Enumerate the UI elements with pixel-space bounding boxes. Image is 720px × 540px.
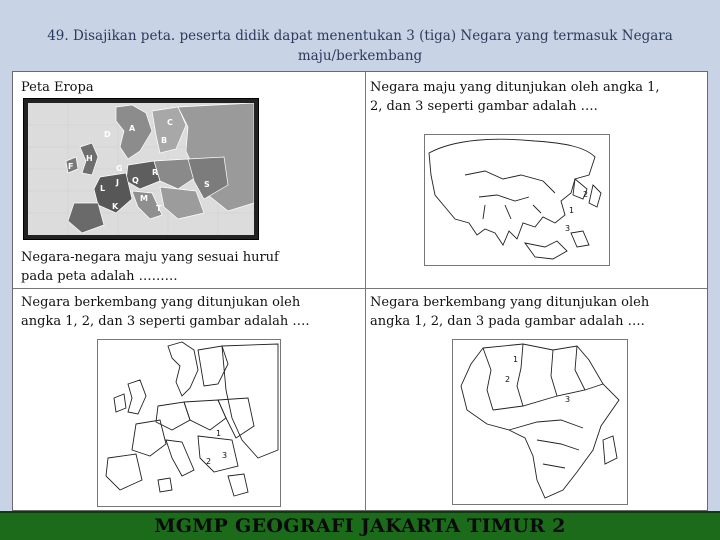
footer-banner bbox=[0, 511, 720, 540]
europe-letter-g: G bbox=[116, 164, 123, 173]
africa-outline-map bbox=[452, 339, 628, 505]
africa-question-text bbox=[370, 293, 649, 331]
africa-question-line-2: angka 1, 2, dan 3 pada gambar adalah …. bbox=[370, 314, 645, 329]
europe-letter-f: F bbox=[68, 162, 74, 171]
europe-letter-k: K bbox=[112, 202, 119, 211]
cell-title-peta-eropa: Peta Eropa bbox=[21, 80, 94, 95]
europe-map-graphic bbox=[28, 103, 254, 235]
africa-outline-graphic bbox=[453, 340, 627, 504]
cell-africa-map bbox=[366, 289, 708, 511]
europe-letter-h: H bbox=[86, 154, 93, 163]
asia-number-2: 2 bbox=[583, 190, 589, 199]
europe-letter-t: T bbox=[156, 204, 162, 213]
europe-letter-l: L bbox=[100, 184, 106, 193]
asia-question-line-2: 2, dan 3 seperti gambar adalah …. bbox=[370, 99, 598, 114]
question-table bbox=[12, 71, 708, 511]
africa-number-2: 2 bbox=[505, 375, 511, 384]
europe-question-line-2: pada peta adalah ……… bbox=[21, 269, 178, 284]
europe-letter-a: A bbox=[129, 124, 136, 133]
europe-map-image bbox=[23, 98, 259, 240]
asia-map-graphic bbox=[425, 135, 609, 265]
europe-letter-b: B bbox=[161, 136, 168, 145]
asia-outline-map bbox=[424, 134, 610, 266]
question-line-1: 49. Disajikan peta. peserta didik dapat menentukan 3 (tiga) Negara yang termasuk Negara bbox=[47, 28, 673, 44]
europe-outline-graphic bbox=[98, 340, 280, 506]
asia-number-3: 3 bbox=[565, 224, 571, 233]
footer-text: MGMP GEOGRAFI JAKARTA TIMUR 2 bbox=[154, 515, 566, 537]
europe-letter-q: Q bbox=[132, 176, 139, 185]
europe-letter-d: D bbox=[104, 130, 111, 139]
asia-question-text bbox=[370, 78, 660, 116]
question-line-2: maju/berkembang bbox=[297, 48, 423, 64]
europe-outline-number-1: 1 bbox=[216, 429, 222, 438]
europe-letter-j: J bbox=[116, 178, 119, 187]
europe-question-line-1: Negara-negara maju yang sesuai huruf bbox=[21, 250, 279, 265]
cell-europe-question bbox=[21, 248, 279, 286]
africa-number-3: 3 bbox=[565, 395, 571, 404]
europe-letter-s: S bbox=[204, 180, 210, 189]
cell-europe-photo bbox=[13, 72, 365, 288]
europe-outline-question-text bbox=[21, 293, 310, 331]
europe-letter-r: R bbox=[152, 168, 159, 177]
europe-letter-m: M bbox=[140, 194, 148, 203]
africa-number-1: 1 bbox=[513, 355, 519, 364]
europe-outline-map bbox=[97, 339, 281, 507]
question-title bbox=[14, 26, 706, 70]
asia-question-line-1: Negara maju yang ditunjukan oleh angka 1, bbox=[370, 80, 660, 95]
europe-outline-number-2: 2 bbox=[206, 457, 212, 466]
asia-number-1: 1 bbox=[569, 206, 575, 215]
europe-outline-question-line-2: angka 1, 2, dan 3 seperti gambar adalah …. bbox=[21, 314, 310, 329]
cell-europe-outline bbox=[13, 289, 365, 511]
cell-asia-map bbox=[366, 72, 708, 288]
europe-outline-question-line-1: Negara berkembang yang ditunjukan oleh bbox=[21, 295, 301, 310]
europe-outline-number-3: 3 bbox=[222, 451, 228, 460]
africa-question-line-1: Negara berkembang yang ditunjukan oleh bbox=[370, 295, 650, 310]
europe-letter-c: C bbox=[167, 118, 173, 127]
